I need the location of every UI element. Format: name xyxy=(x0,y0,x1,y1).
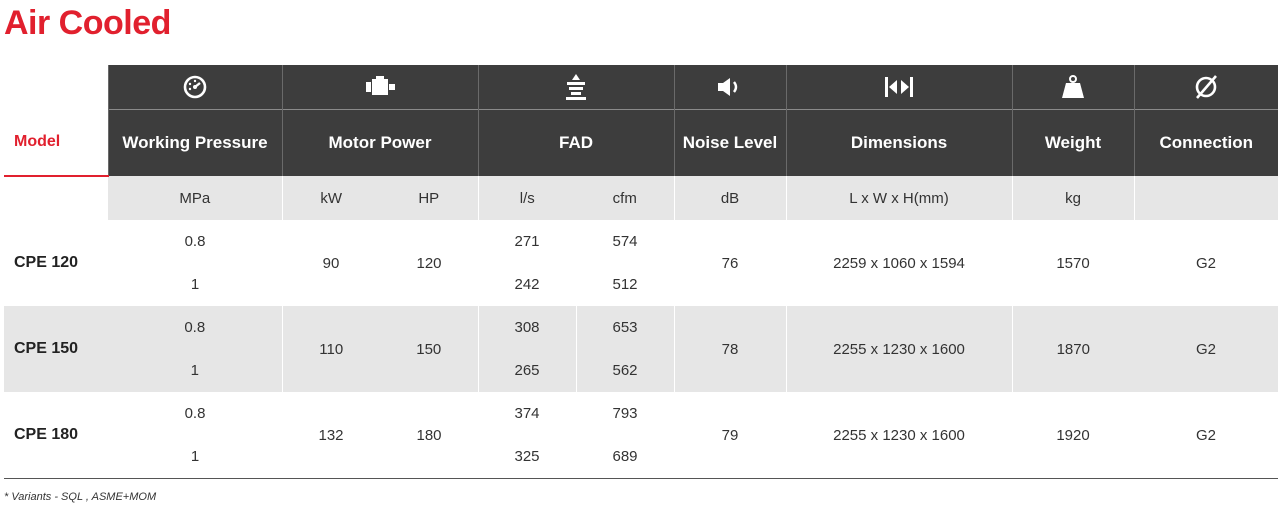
dimensions-value: 2255 x 1230 x 1600 xyxy=(786,392,1012,479)
db-value: 78 xyxy=(674,306,786,392)
connection-value: G2 xyxy=(1134,392,1278,479)
gauge-icon xyxy=(108,65,282,110)
pressure-value: 0.8 xyxy=(184,405,206,422)
pressure-value: 1 xyxy=(190,276,200,293)
model-name: CPE 180 xyxy=(4,392,108,479)
hp-value: 180 xyxy=(380,392,478,479)
ls-value: 325 xyxy=(478,435,576,479)
ls-value: 265 xyxy=(478,349,576,392)
cfm-value: 562 xyxy=(576,349,674,392)
table-row xyxy=(4,392,1278,435)
ls-value: 271 xyxy=(514,233,540,250)
weight-value: 1870 xyxy=(1012,306,1134,392)
page-title: Air Cooled xyxy=(4,4,171,42)
icon-header-row xyxy=(4,65,1278,110)
ls-value: 308 xyxy=(478,306,576,349)
working-pressure-header: Working Pressure xyxy=(108,110,282,177)
spec-table xyxy=(4,65,1278,479)
label-header-row xyxy=(4,110,1278,177)
model-name: CPE 150 xyxy=(4,306,108,392)
weight-icon xyxy=(1012,65,1134,110)
noise-level-header: Noise Level xyxy=(674,110,786,177)
kw-value: 132 xyxy=(282,392,380,479)
table-row xyxy=(4,220,1278,263)
dimensions-value: 2255 x 1230 x 1600 xyxy=(786,306,1012,392)
dimensions-header: Dimensions xyxy=(786,110,1012,177)
cfm-value: 653 xyxy=(576,306,674,349)
weight-header: Weight xyxy=(1012,110,1134,177)
motor-icon xyxy=(282,65,478,110)
connection-value: G2 xyxy=(1134,306,1278,392)
hp-value: 120 xyxy=(416,254,442,272)
unit-kw: kW xyxy=(282,176,380,220)
pressure-value: 0.8 xyxy=(184,233,206,250)
diameter-icon xyxy=(1134,65,1278,110)
fad-header: FAD xyxy=(478,110,674,177)
airflow-icon xyxy=(478,65,674,110)
units-row xyxy=(4,176,1278,220)
connection-value: G2 xyxy=(1195,254,1216,272)
db-value: 79 xyxy=(674,392,786,479)
connection-header: Connection xyxy=(1134,110,1278,177)
dimensions-value: 2259 x 1060 x 1594 xyxy=(833,254,965,272)
cfm-value: 793 xyxy=(612,405,638,422)
model-header: Model xyxy=(4,110,108,177)
dimensions-icon xyxy=(786,65,1012,110)
unit-ls: l/s xyxy=(478,176,576,220)
ls-value: 242 xyxy=(514,276,540,293)
table-row xyxy=(4,306,1278,349)
unit-cfm: cfm xyxy=(576,176,674,220)
kw-value: 90 xyxy=(322,254,340,272)
footnote: * Variants - SQL , ASME+MOM xyxy=(4,491,157,503)
db-value: 76 xyxy=(721,254,739,272)
cfm-value: 512 xyxy=(612,276,638,293)
pressure-value: 0.8 xyxy=(108,306,282,349)
hp-value: 150 xyxy=(380,306,478,392)
cfm-value: 689 xyxy=(576,435,674,479)
unit-mpa: MPa xyxy=(108,176,282,220)
unit-kg: kg xyxy=(1012,176,1134,220)
model-name: CPE 120 xyxy=(14,254,79,271)
weight-value: 1920 xyxy=(1012,392,1134,479)
ls-value: 374 xyxy=(514,405,540,422)
unit-dimensions: L x W x H(mm) xyxy=(786,176,1012,220)
unit-db: dB xyxy=(674,176,786,220)
motor-power-header: Motor Power xyxy=(282,110,478,177)
speaker-icon xyxy=(674,65,786,110)
kw-value: 110 xyxy=(282,306,380,392)
cfm-value: 574 xyxy=(612,233,638,250)
unit-hp: HP xyxy=(380,176,478,220)
pressure-value: 1 xyxy=(108,435,282,479)
pressure-value: 1 xyxy=(108,349,282,392)
weight-value: 1570 xyxy=(1056,254,1090,272)
